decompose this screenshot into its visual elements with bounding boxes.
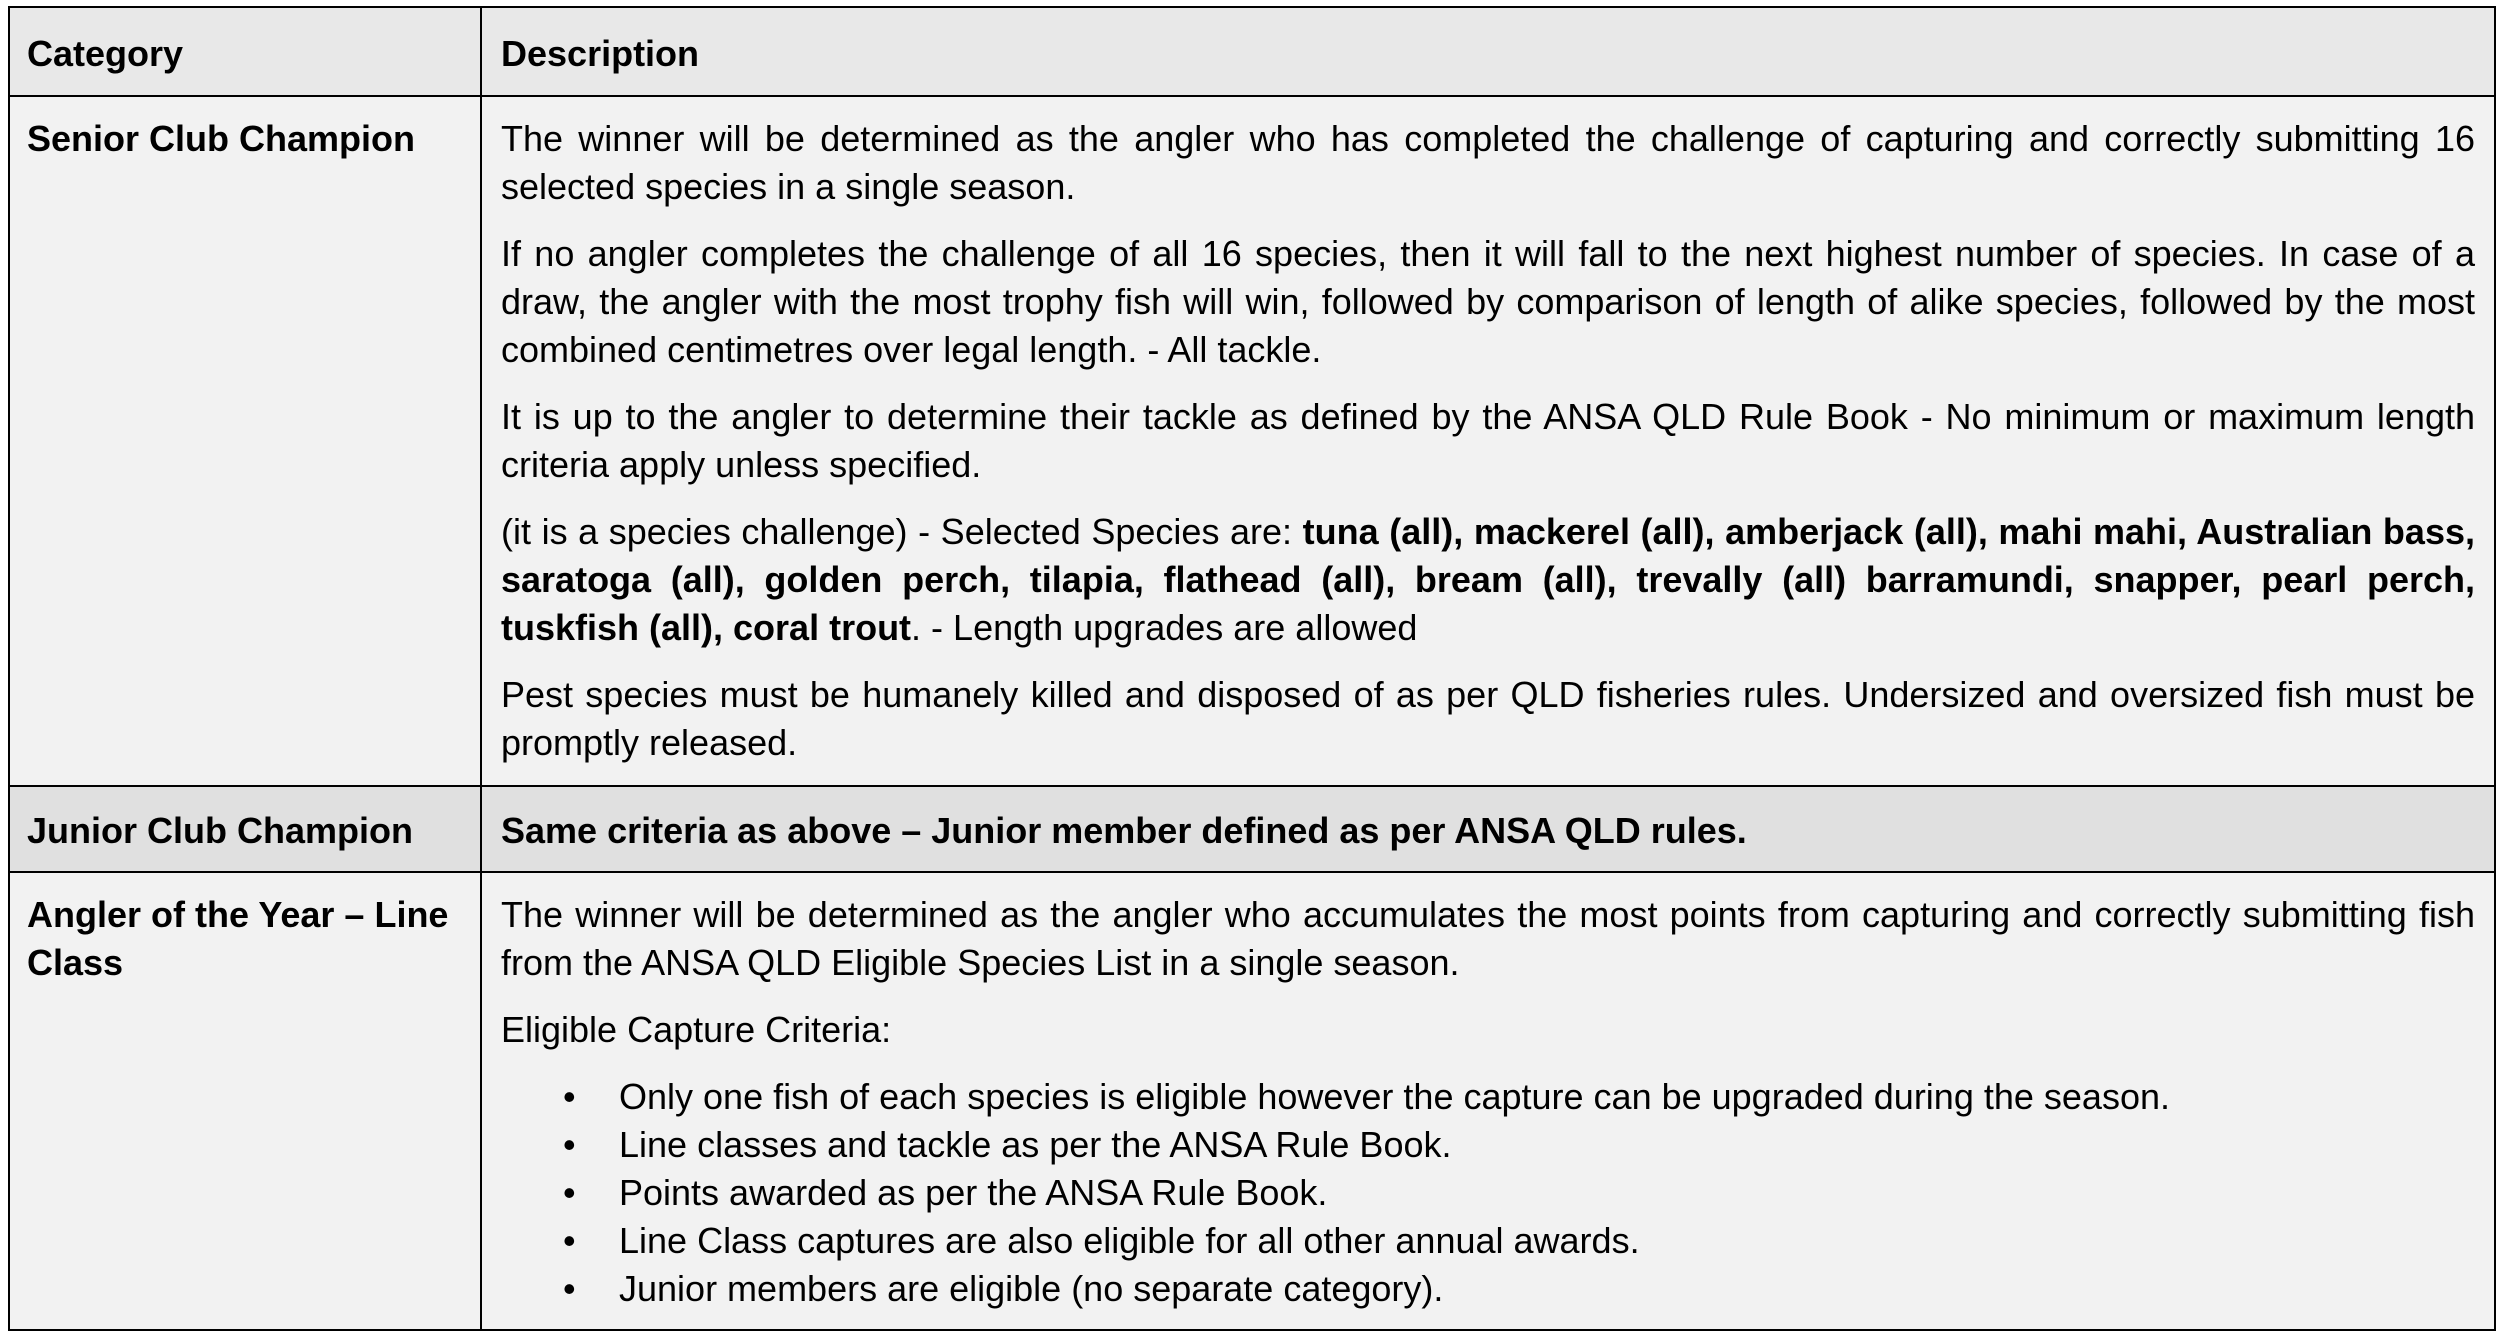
criteria-label: Eligible Capture Criteria:	[501, 1009, 892, 1050]
bullet-icon: •	[563, 1268, 576, 1309]
list-item	[501, 1217, 2475, 1265]
list-item	[501, 1265, 2475, 1313]
list-item	[501, 1073, 2475, 1121]
criteria-text: Line Class captures are also eligible for all other annual awards.	[619, 1220, 1640, 1261]
category-senior-club-champion: Senior Club Champion	[10, 97, 482, 785]
criteria-text: Line classes and tackle as per the ANSA Rule Book.	[619, 1124, 1452, 1165]
bullet-icon: •	[563, 1076, 576, 1117]
criteria-text: Junior members are eligible (no separate category).	[619, 1268, 1444, 1309]
senior-paragraph-5: Pest species must be humanely killed and disposed of as per QLD fisheries rules. Undersized and oversized fish must be promptly released.	[501, 674, 2475, 763]
species-list: tuna (all), mackerel (all), amberjack (all), mahi mahi, Australian bass, saratoga (all), golden perch, tilapia, flathead (all), bream (all), trevally (all) barramundi, snapper, pearl perch, tuskfish (all), coral trout	[501, 511, 2475, 648]
description-senior	[482, 97, 2494, 785]
category-angler-of-the-year: Angler of the Year – Line Class	[10, 873, 482, 1329]
criteria-text: Points awarded as per the ANSA Rule Book.	[619, 1172, 1328, 1213]
table-row-senior	[10, 97, 2494, 787]
table-header-row	[10, 8, 2494, 97]
species-suffix: . - Length upgrades are allowed	[911, 607, 1418, 648]
table-row-junior	[10, 787, 2494, 873]
list-item	[501, 1169, 2475, 1217]
header-category: Category	[10, 8, 482, 95]
senior-paragraph-4	[501, 508, 2475, 652]
senior-paragraph-1: The winner will be determined as the angler who has completed the challenge of capturing and correctly submitting 16 selected species in a single season.	[501, 118, 2475, 207]
criteria-text: Only one fish of each species is eligible however the capture can be upgraded during the season.	[619, 1076, 2170, 1117]
bullet-icon: •	[563, 1220, 576, 1261]
awards-table	[8, 6, 2496, 1331]
category-junior-club-champion: Junior Club Champion	[10, 787, 482, 871]
senior-paragraph-3: It is up to the angler to determine their tackle as defined by the ANSA QLD Rule Book - No minimum or maximum length criteria apply unless specified.	[501, 396, 2475, 485]
bullet-icon: •	[563, 1172, 576, 1213]
description-angler	[482, 873, 2494, 1329]
table-row-angler-of-the-year	[10, 873, 2494, 1329]
description-junior: Same criteria as above – Junior member defined as per ANSA QLD rules.	[501, 810, 1747, 851]
criteria-list	[501, 1073, 2475, 1313]
angler-paragraph-1: The winner will be determined as the angler who accumulates the most points from capturing and correctly submitting fish from the ANSA QLD Eligible Species List in a single season.	[501, 894, 2475, 983]
list-item	[501, 1121, 2475, 1169]
bullet-icon: •	[563, 1124, 576, 1165]
species-intro: (it is a species challenge) - Selected Species are:	[501, 511, 1303, 552]
senior-paragraph-2: If no angler completes the challenge of all 16 species, then it will fall to the next highest number of species. In case of a draw, the angler with the most trophy fish will win, followed by comparison of length of alike species, followed by the most combined centimetres over legal length. - All tackle.	[501, 233, 2475, 370]
header-description: Description	[501, 33, 700, 74]
